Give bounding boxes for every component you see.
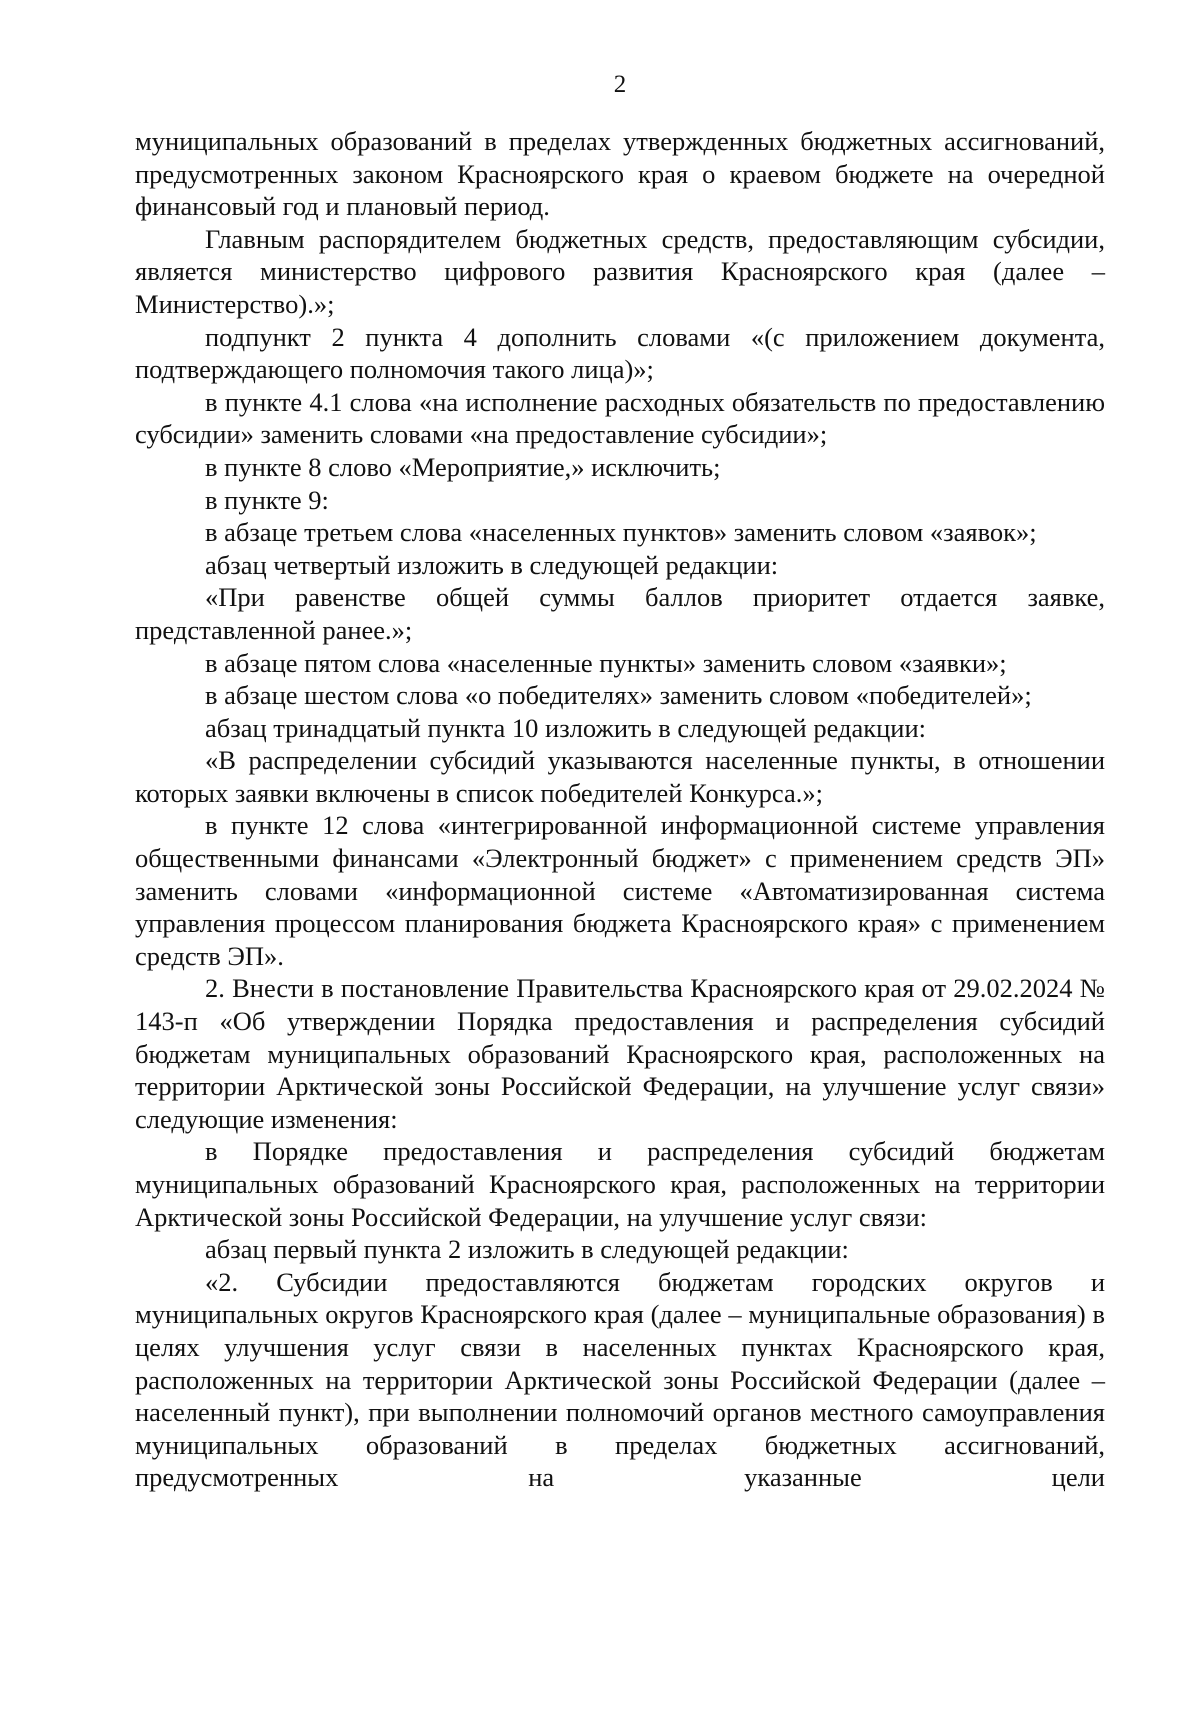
paragraph: в пункте 8 слово «Мероприятие,» исключить; <box>205 451 721 482</box>
paragraph: Главным распорядителем бюджетных средств, предоставляющим субсидии, является министерство цифрового развития Красноярского края (далее – Министерство).»; <box>135 223 1105 319</box>
paragraph: абзац четвертый изложить в следующей редакции: <box>205 549 779 580</box>
paragraph: в Порядке предоставления и распределения субсидий бюджетам муниципальных образований Красноярского края, расположенных на территории Арктической зоны Российской Федерации, на улучшение услуг связи: <box>135 1136 1105 1232</box>
paragraph: абзац первый пункта 2 изложить в следующей редакции: <box>205 1234 849 1265</box>
paragraph: абзац тринадцатый пункта 10 изложить в следующей редакции: <box>205 712 927 743</box>
paragraph: в пункте 12 слова «интегрированной информационной системе управления общественными финансами «Электронный бюджет» с применением средств ЭП» заменить словами «информационной системе «Автоматизированная система управления процессом планирования бюджета Красноярского края» с применением средств ЭП». <box>135 810 1105 971</box>
paragraph: подпункт 2 пункта 4 дополнить словами «(с приложением документа, подтверждающего полномочия такого лица)»; <box>135 321 1105 385</box>
paragraph: «При равенстве общей суммы баллов приоритет отдается заявке, представленной ранее.»; <box>135 582 1105 645</box>
paragraph: в абзаце третьем слова «населенных пунктов» заменить словом «заявок»; <box>205 517 1037 548</box>
paragraph: муниципальных образований в пределах утвержденных бюджетных ассигнований, предусмотренных законом Красноярского края о краевом бюджете на очередной финансовый год и плановый период. <box>135 126 1105 222</box>
paragraph: в пункте 4.1 слова «на исполнение расходных обязательств по предоставлению субсидии» заменить словами «на предоставление субсидии»; <box>135 386 1105 450</box>
page-number: 2 <box>613 71 627 98</box>
paragraph: «2. Субсидии предоставляются бюджетам городских округов и муниципальных округов Красноярского края (далее – муниципальные образования) в целях улучшения услуг связи в населенных пунктах Красноярского края, расположенных на территории Арктической зоны Российской Федерации (далее – населенный пункт), при выполнении полномочий органов местного самоуправления муниципальных образований в пределах бюджетных ассигнований, предусмотренных на указанные цели <box>135 1266 1105 1493</box>
paragraph: «В распределении субсидий указываются населенные пункты, в отношении которых заявки включены в список победителей Конкурса.»; <box>135 745 1105 808</box>
paragraph: в пункте 9: <box>205 484 329 515</box>
paragraph: в абзаце шестом слова «о победителях» заменить словом «победителей»; <box>205 680 1032 711</box>
paragraph: 2. Внести в постановление Правительства Красноярского края от 29.02.2024 № 143-п «Об утверждении Порядка предоставления и распределения субсидий бюджетам муниципальных образований Красноярского края, расположенных на территории Арктической зоны Российской Федерации, на улучшение услуг связи» следующие изменения: <box>135 973 1105 1134</box>
paragraph: в абзаце пятом слова «населенные пункты» заменить словом «заявки»; <box>205 647 1007 678</box>
document-body <box>135 125 1105 1494</box>
